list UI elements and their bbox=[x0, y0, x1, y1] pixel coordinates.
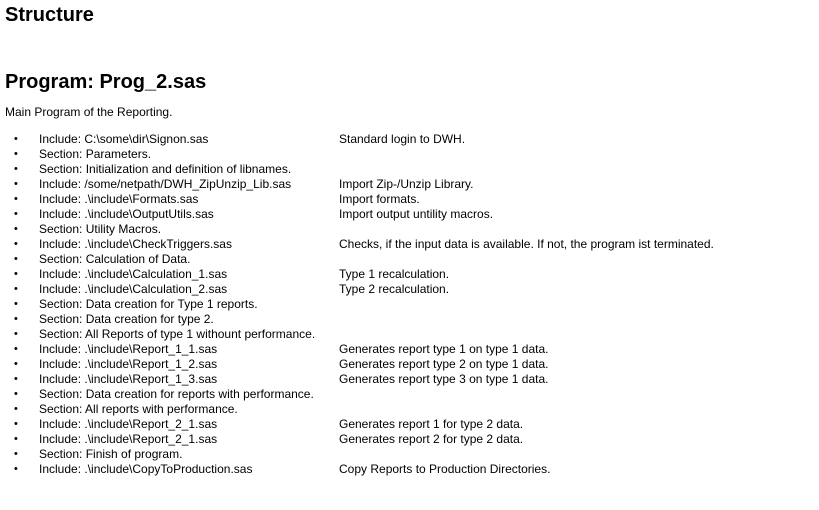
bullet-icon: • bbox=[14, 358, 18, 370]
bullet-icon: • bbox=[14, 388, 18, 400]
item-text: Section: All reports with performance. bbox=[39, 402, 238, 416]
bullet-icon: • bbox=[14, 148, 18, 160]
list-item bbox=[0, 402, 819, 417]
bullet-icon: • bbox=[14, 328, 18, 340]
item-text: Include: .\include\Report_2_1.sas bbox=[39, 417, 218, 431]
list-item bbox=[0, 162, 819, 177]
list-item bbox=[0, 372, 819, 387]
item-comment: Type 2 recalculation. bbox=[339, 282, 450, 296]
program-title: Program: Prog_2.sas bbox=[5, 71, 207, 93]
item-text: Include: .\include\OutputUtils.sas bbox=[39, 207, 214, 221]
list-item bbox=[0, 192, 819, 207]
item-comment: Generates report 2 for type 2 data. bbox=[339, 432, 524, 446]
bullet-icon: • bbox=[14, 373, 18, 385]
bullet-icon: • bbox=[14, 163, 18, 175]
list-item bbox=[0, 267, 819, 282]
bullet-icon: • bbox=[14, 208, 18, 220]
bullet-icon: • bbox=[14, 313, 18, 325]
item-text: Section: Initialization and definition of libnames. bbox=[39, 162, 292, 176]
list-item bbox=[0, 177, 819, 192]
list-item bbox=[0, 342, 819, 357]
bullet-icon: • bbox=[14, 133, 18, 145]
bullet-icon: • bbox=[14, 448, 18, 460]
item-text: Section: Finish of program. bbox=[39, 447, 183, 461]
item-text: Include: .\include\Report_2_1.sas bbox=[39, 432, 218, 446]
bullet-icon: • bbox=[14, 418, 18, 430]
item-text: Section: Calculation of Data. bbox=[39, 252, 191, 266]
item-comment: Import formats. bbox=[339, 192, 420, 206]
bullet-icon: • bbox=[14, 178, 18, 190]
item-text: Include: .\include\Formats.sas bbox=[39, 192, 199, 206]
list-item bbox=[0, 417, 819, 432]
bullet-icon: • bbox=[14, 343, 18, 355]
bullet-icon: • bbox=[14, 193, 18, 205]
program-description: Main Program of the Reporting. bbox=[5, 105, 173, 119]
item-comment: Import Zip-/Unzip Library. bbox=[339, 177, 474, 191]
item-text: Include: .\include\Calculation_2.sas bbox=[39, 282, 228, 296]
list-item bbox=[0, 327, 819, 342]
list-item bbox=[0, 222, 819, 237]
bullet-icon: • bbox=[14, 238, 18, 250]
item-text: Include: C:\some\dir\Signon.sas bbox=[39, 132, 209, 146]
item-text: Section: All Reports of type 1 withount performance. bbox=[39, 327, 316, 341]
list-item bbox=[0, 207, 819, 222]
list-item bbox=[0, 132, 819, 147]
list-item bbox=[0, 282, 819, 297]
item-text: Section: Utility Macros. bbox=[39, 222, 162, 236]
item-text: Section: Data creation for reports with performance. bbox=[39, 387, 314, 401]
list-item bbox=[0, 252, 819, 267]
item-comment: Copy Reports to Production Directories. bbox=[339, 462, 551, 476]
item-text: Include: .\include\Calculation_1.sas bbox=[39, 267, 228, 281]
list-item bbox=[0, 312, 819, 327]
bullet-icon: • bbox=[14, 433, 18, 445]
bullet-icon: • bbox=[14, 283, 18, 295]
list-item bbox=[0, 357, 819, 372]
item-comment: Import output untility macros. bbox=[339, 207, 494, 221]
list-item bbox=[0, 432, 819, 447]
list-item bbox=[0, 147, 819, 162]
list-item bbox=[0, 447, 819, 462]
item-text: Include: .\include\Report_1_3.sas bbox=[39, 372, 218, 386]
item-text: Include: .\include\Report_1_1.sas bbox=[39, 342, 218, 356]
bullet-icon: • bbox=[14, 223, 18, 235]
list-item bbox=[0, 237, 819, 252]
item-comment: Standard login to DWH. bbox=[339, 132, 466, 146]
item-text: Section: Parameters. bbox=[39, 147, 152, 161]
item-comment: Type 1 recalculation. bbox=[339, 267, 450, 281]
item-comment: Generates report type 2 on type 1 data. bbox=[339, 357, 549, 371]
item-text: Section: Data creation for type 2. bbox=[39, 312, 214, 326]
item-comment: Checks, if the input data is available. If not, the program ist terminated. bbox=[339, 237, 714, 251]
bullet-icon: • bbox=[14, 298, 18, 310]
item-text: Section: Data creation for Type 1 reports. bbox=[39, 297, 258, 311]
structure-list bbox=[0, 132, 819, 477]
item-text: Include: .\include\CheckTriggers.sas bbox=[39, 237, 232, 251]
item-text: Include: /some/netpath/DWH_ZipUnzip_Lib.sas bbox=[39, 177, 292, 191]
item-comment: Generates report 1 for type 2 data. bbox=[339, 417, 524, 431]
list-item bbox=[0, 387, 819, 402]
list-item bbox=[0, 297, 819, 312]
item-text: Include: .\include\Report_1_2.sas bbox=[39, 357, 218, 371]
bullet-icon: • bbox=[14, 403, 18, 415]
bullet-icon: • bbox=[14, 463, 18, 475]
bullet-icon: • bbox=[14, 253, 18, 265]
item-comment: Generates report type 1 on type 1 data. bbox=[339, 342, 549, 356]
item-comment: Generates report type 3 on type 1 data. bbox=[339, 372, 549, 386]
list-item bbox=[0, 462, 819, 477]
bullet-icon: • bbox=[14, 268, 18, 280]
page-title: Structure bbox=[5, 4, 94, 26]
item-text: Include: .\include\CopyToProduction.sas bbox=[39, 462, 253, 476]
